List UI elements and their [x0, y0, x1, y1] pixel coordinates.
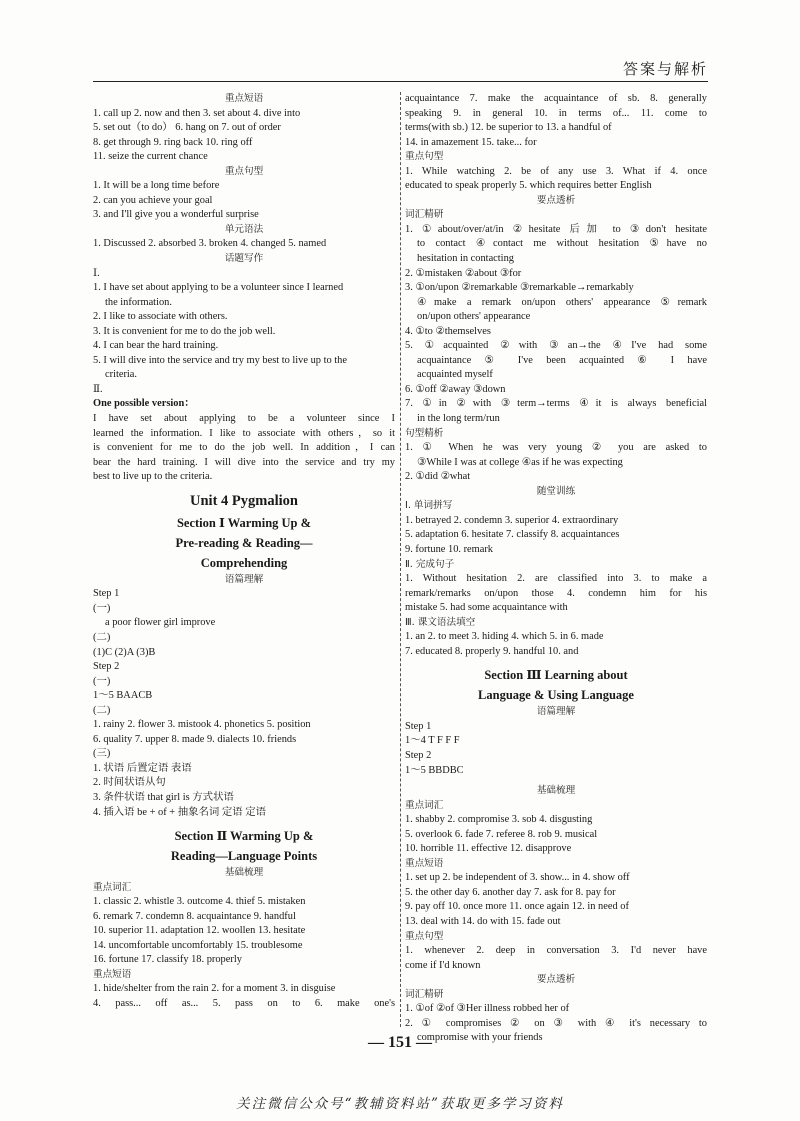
- subsection-label: Ⅲ. 课文语法填空: [405, 616, 476, 628]
- answer-line: 1～5 BBDBC: [405, 764, 464, 776]
- section-heading: 随堂训练: [536, 485, 576, 497]
- answer-line-indent: hesitation in contacting: [417, 253, 514, 265]
- answer-line: 1. It will be a long time before: [93, 180, 220, 192]
- answer-line: 1. classic 2. whistle 3. outcome 4. thief 5. mistaken: [93, 896, 306, 908]
- column-divider: [400, 92, 401, 1027]
- answer-line: (一): [93, 675, 111, 687]
- footer-watermark-text: 关注微信公众号“教辅资料站”获取更多学习资料: [236, 1096, 564, 1112]
- answer-line: 6. remark 7. condemn 8. acquaintance 9. handful: [93, 910, 296, 922]
- answer-line: mistake 5. had some acquaintance with: [405, 602, 568, 614]
- section-heading: 语篇理解: [536, 706, 576, 718]
- answer-line: 1. hide/shelter from the rain 2. for a moment 3. in disguise: [93, 983, 336, 995]
- answer-line: 5. I will dive into the service and try my best to live up to the: [93, 354, 347, 366]
- subsection-label: 句型精析: [405, 427, 444, 439]
- section-heading: 重点短语: [224, 93, 264, 104]
- section-title: Section Ⅲ Learning about: [484, 668, 628, 683]
- answer-line: Step 1: [93, 588, 120, 600]
- answer-line: acquaintance 7. make the acquaintance of sb. 8. generally: [405, 93, 707, 104]
- answer-line-indent: to contact ④contact me without hesitation ⑤have no: [417, 238, 707, 250]
- answer-line: learned the information. I like to associate with others，so it: [93, 427, 395, 439]
- answer-line-indent: on/upon others' appearance: [417, 311, 531, 323]
- section-heading: 语篇理解: [224, 573, 264, 585]
- answer-line: 1. betrayed 2. condemn 3. superior 4. extraordinary: [405, 514, 619, 526]
- answer-line-indent: in the long term/run: [417, 413, 500, 425]
- answer-line: Step 2: [405, 749, 432, 761]
- right-column: [405, 92, 707, 1046]
- version-label: One possible version：: [93, 398, 195, 410]
- answer-line: 3. ①on/upon ②remarkable ③remarkable→remarkably: [405, 282, 634, 294]
- answer-line: 1. whenever 2. deep in conversation 3. I'd never have: [405, 945, 707, 957]
- answer-line: 1. call up 2. now and then 3. set about 4. dive into: [93, 107, 301, 119]
- answer-line: 5. the other day 6. another day 7. ask for 8. pay for: [405, 886, 616, 898]
- answer-line: 1. ①about/over/at/in ②hesitate 后加 to ③don't hesitate: [405, 223, 707, 235]
- section-title: Language & Using Language: [478, 688, 634, 703]
- answer-line: 10. horrible 11. effective 12. disapprove: [405, 843, 572, 855]
- subsection-label: 重点词汇: [405, 799, 444, 811]
- answer-line: 1. rainy 2. flower 3. mistook 4. phonetics 5. position: [93, 719, 311, 731]
- answer-line: 2. I like to associate with others.: [93, 311, 228, 323]
- answer-line: 1. 状语 后置定语 表语: [93, 762, 192, 774]
- answer-line: 3. 条件状语 that girl is 方式状语: [93, 791, 234, 803]
- answer-line: 3. and I'll give you a wonderful surprise: [93, 209, 259, 221]
- subsection-label: 重点词汇: [93, 881, 132, 893]
- answer-line: 11. seize the current chance: [93, 151, 208, 163]
- answer-line: 6. quality 7. upper 8. made 9. dialects 10. friends: [93, 733, 297, 745]
- answer-line: 1. ① When he was very young ② you are asked to: [405, 442, 707, 454]
- answer-line: 14. in amazement 15. take... for: [405, 136, 537, 148]
- answer-line: 2. ①mistaken ②about ③for: [405, 267, 522, 279]
- answer-line: 5. overlook 6. fade 7. referee 8. rob 9. musical: [405, 828, 598, 840]
- answer-line: 1. Discussed 2. absorbed 3. broken 4. changed 5. named: [93, 238, 327, 250]
- section-title: Section Ⅱ Warming Up &: [174, 829, 314, 844]
- answer-line: 1. ①of ②of ③Her illness robbed her of: [405, 1003, 570, 1015]
- section-heading: 话题写作: [224, 253, 264, 265]
- answer-line: 5. ①acquainted ②with ③an→the ④I've had some: [405, 340, 707, 352]
- answer-line: (一): [93, 602, 111, 614]
- answer-line: 2. ①did ②what: [405, 471, 471, 483]
- answer-line: 5. set out（to do） 6. hang on 7. out of order: [93, 122, 281, 134]
- subsection-label: 词汇精研: [405, 209, 444, 221]
- answer-line: 14. uncomfortable uncomfortably 15. troublesome: [93, 939, 303, 951]
- answer-line: Ⅰ.: [93, 267, 100, 279]
- answer-line-indent: compromise with your friends: [417, 1032, 543, 1044]
- answer-line-indent: ③While I was at college ④as if he was expecting: [417, 456, 623, 468]
- section-title: Reading—Language Points: [170, 849, 318, 864]
- answer-line-indent: the information.: [105, 296, 172, 308]
- unit-title: Unit 4 Pygmalion: [190, 492, 298, 509]
- answer-line: 1. I have set about applying to be a volunteer since I learned: [93, 282, 344, 294]
- answer-line: 16. fortune 17. classify 18. properly: [93, 954, 242, 966]
- answer-line: 2. 时间状语从句: [93, 777, 166, 789]
- answer-line: 1. set up 2. be independent of 3. show... in 4. show off: [405, 872, 630, 884]
- answer-line: is convenient for me to do the job well. In addition，I can: [93, 442, 395, 454]
- answer-line: terms(with sb.) 12. be superior to 13. a handful of: [405, 122, 612, 134]
- subsection-label: 重点句型: [405, 151, 444, 163]
- section-title: Pre-reading & Reading—: [175, 535, 313, 550]
- answer-line: bear the hard training. I will dive into the service and try my: [93, 456, 395, 468]
- answer-line: educated to speak properly 5. which requires better English: [405, 180, 652, 192]
- section-heading: 要点透析: [536, 974, 576, 986]
- subsection-label: 重点短语: [405, 857, 444, 869]
- answer-line: 5. adaptation 6. hesitate 7. classify 8. acquaintances: [405, 529, 620, 541]
- answer-line-indent: acquaintance ⑤ I've been acquainted ⑥ I have: [417, 354, 707, 366]
- answer-line: (三): [93, 748, 111, 760]
- section-heading: 要点透析: [536, 194, 576, 206]
- section-title: Comprehending: [200, 555, 288, 570]
- answer-line-indent: ④make a remark on/upon others' appearance ⑤remark: [417, 296, 707, 308]
- answer-line: 4. pass... off as... 5. pass on to 6. make one's: [93, 997, 395, 1009]
- subsection-label: Ⅰ. 单词拼写: [405, 500, 453, 512]
- answer-line: 10. superior 11. adaptation 12. woollen 13. hesitate: [93, 925, 306, 937]
- answer-line: I have set about applying to be a volunteer since I: [93, 413, 395, 425]
- section-heading: 单元语法: [224, 223, 264, 235]
- answer-line: 7. ①in ②with ③term→terms ④it is always beneficial: [405, 398, 707, 410]
- answer-line: 7. educated 8. properly 9. handful 10. and: [405, 645, 579, 657]
- page-number: — 151 —: [368, 1034, 432, 1051]
- answer-line: 6. ①off ②away ③down: [405, 383, 506, 395]
- answer-line: 1. an 2. to meet 3. hiding 4. which 5. in 6. made: [405, 631, 604, 643]
- answer-line: 9. pay off 10. once more 11. once again 12. in need of: [405, 901, 629, 913]
- answer-line: 9. fortune 10. remark: [405, 543, 494, 555]
- section-heading: 重点句型: [224, 165, 264, 177]
- answer-line: remark/remarks on/upon those 4. condemn him for his: [405, 587, 707, 599]
- answer-line: 2. can you achieve your goal: [93, 194, 213, 206]
- subsection-label: Ⅱ. 完成句子: [405, 558, 455, 570]
- left-column: [93, 92, 395, 1012]
- answer-line: 1～4 T F F F: [405, 735, 460, 747]
- subsection-label: 重点句型: [405, 930, 444, 942]
- answer-line: 4. ①to ②themselves: [405, 325, 491, 337]
- answer-line: 1～5 BAACB: [93, 690, 153, 702]
- answer-line: (1)C (2)A (3)B: [93, 646, 156, 658]
- answer-line: Step 1: [405, 720, 432, 732]
- answer-line: 8. get through 9. ring back 10. ring off: [93, 136, 253, 148]
- answer-line: come if I'd known: [405, 959, 481, 971]
- answer-line-indent: a poor flower girl improve: [105, 617, 216, 629]
- answer-line-indent: acquainted myself: [417, 369, 493, 381]
- answer-line-indent: criteria.: [105, 369, 138, 381]
- header-rule: [93, 81, 708, 82]
- answer-line: best to live up to the criteria.: [93, 471, 213, 483]
- answer-line: speaking 9. in general 10. in terms of... 11. come to: [405, 107, 707, 119]
- section-heading: 基础梳理: [536, 785, 576, 797]
- subsection-label: 词汇精研: [405, 988, 444, 1000]
- answer-line: 1. While watching 2. be of any use 3. What if 4. once: [405, 165, 707, 177]
- answer-line: 4. 插入语 be + of + 抽象名词 定语 定语: [93, 806, 267, 818]
- answer-line: 2. ① compromises ② on ③ with ④ it's necessary to: [405, 1017, 707, 1029]
- answer-line: Ⅱ.: [93, 383, 103, 395]
- answer-line: Step 2: [93, 661, 120, 673]
- answer-line: 1. shabby 2. compromise 3. sob 4. disgusting: [405, 814, 593, 826]
- answer-line: (二): [93, 704, 111, 716]
- answer-line: 13. deal with 14. do with 15. fade out: [405, 915, 561, 927]
- page-header-title: 答案与解析: [622, 62, 708, 78]
- answer-line: (二): [93, 631, 111, 643]
- section-title: Section Ⅰ Warming Up &: [176, 515, 312, 530]
- answer-line: 4. I can bear the hard training.: [93, 340, 219, 352]
- section-heading: 基础梳理: [224, 867, 264, 879]
- answer-line: 3. It is convenient for me to do the job well.: [93, 325, 276, 337]
- answer-line: 1. Without hesitation 2. are classified into 3. to make a: [405, 573, 707, 585]
- subsection-label: 重点短语: [93, 968, 132, 980]
